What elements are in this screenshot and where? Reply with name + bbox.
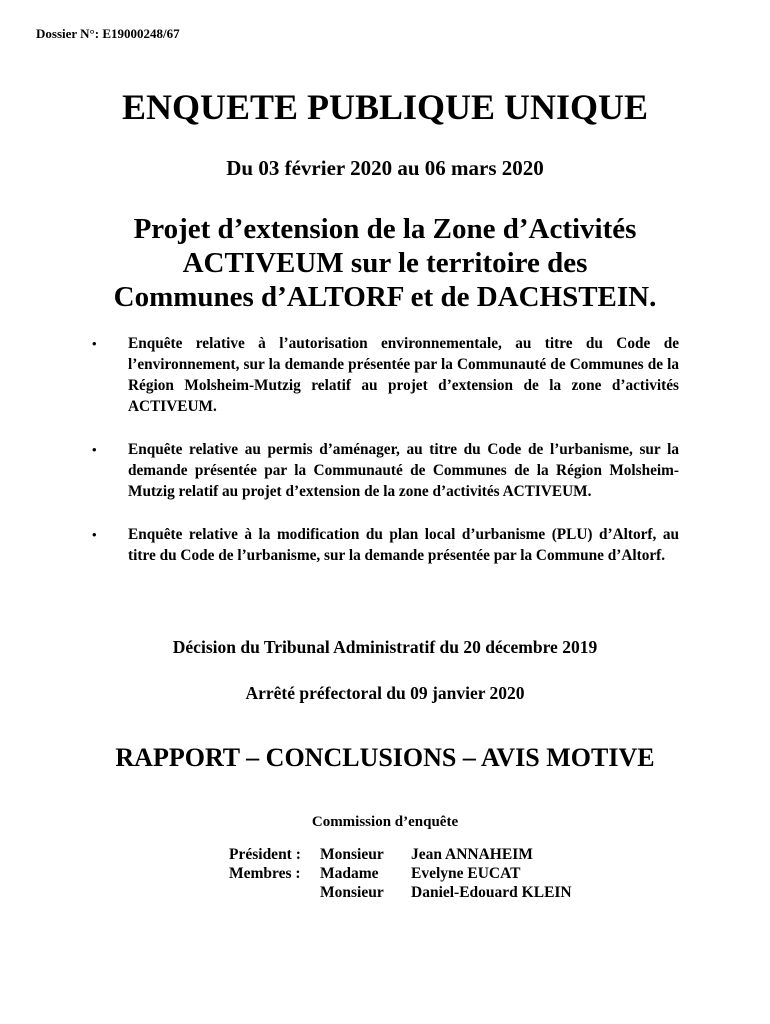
list-item	[92, 439, 679, 502]
project-title-line: ACTIVEUM sur le territoire des	[182, 247, 588, 279]
member-row	[229, 864, 572, 883]
commission-members	[229, 845, 572, 902]
member-role: Membres :	[229, 865, 301, 882]
inquiry-list	[92, 333, 679, 588]
member-role	[229, 883, 320, 902]
tribunal-decision: Décision du Tribunal Administratif du 20 décembre 2019	[172, 637, 598, 657]
member-name: Jean ANNAHEIM	[411, 846, 533, 863]
project-title-line: Communes d’ALTORF et de DACHSTEIN.	[113, 281, 657, 313]
dossier-number: Dossier N°: E19000248/67	[36, 26, 180, 41]
project-title	[60, 212, 710, 314]
member-civility: Madame	[320, 865, 379, 882]
list-item-text: Enquête relative à l’autorisation environnementale, au titre du Code de l’environnement, sur la demande présentée par la Communauté de Communes de la Région Molsheim-Mutzig relatif au projet d’extension de la zone d’activités ACTIVEUM.	[128, 335, 679, 415]
bullet-icon: •	[92, 527, 97, 542]
bullet-icon: •	[92, 442, 97, 457]
list-item-text: Enquête relative au permis d’aménager, au titre du Code de l’urbanisme, sur la demande présentée par la Communauté de Communes de la Région Molsheim-Mutzig relatif au projet d’extension de la zone d’activités ACTIVEUM.	[128, 441, 679, 500]
member-row	[229, 883, 572, 902]
member-name: Evelyne EUCAT	[411, 865, 521, 882]
list-item	[92, 333, 679, 417]
member-civility: Monsieur	[320, 884, 384, 901]
member-role: Président :	[229, 846, 301, 863]
member-row	[229, 845, 572, 864]
list-item	[92, 524, 679, 566]
member-civility: Monsieur	[320, 846, 384, 863]
list-item-text: Enquête relative à la modification du plan local d’urbanisme (PLU) d’Altorf, au titre du Code de l’urbanisme, sur la demande présentée par la Commune d’Altorf.	[128, 526, 679, 564]
inquiry-dates: Du 03 février 2020 au 06 mars 2020	[226, 156, 544, 180]
prefectoral-order: Arrêté préfectoral du 09 janvier 2020	[245, 683, 525, 703]
project-title-line: Projet d’extension de la Zone d’Activités	[133, 213, 637, 245]
report-heading: RAPPORT – CONCLUSIONS – AVIS MOTIVE	[115, 743, 655, 772]
commission-heading: Commission d’enquête	[311, 814, 459, 830]
bullet-icon: •	[92, 336, 97, 351]
member-name: Daniel-Edouard KLEIN	[411, 884, 572, 901]
document-title: ENQUETE PUBLIQUE UNIQUE	[121, 87, 649, 127]
